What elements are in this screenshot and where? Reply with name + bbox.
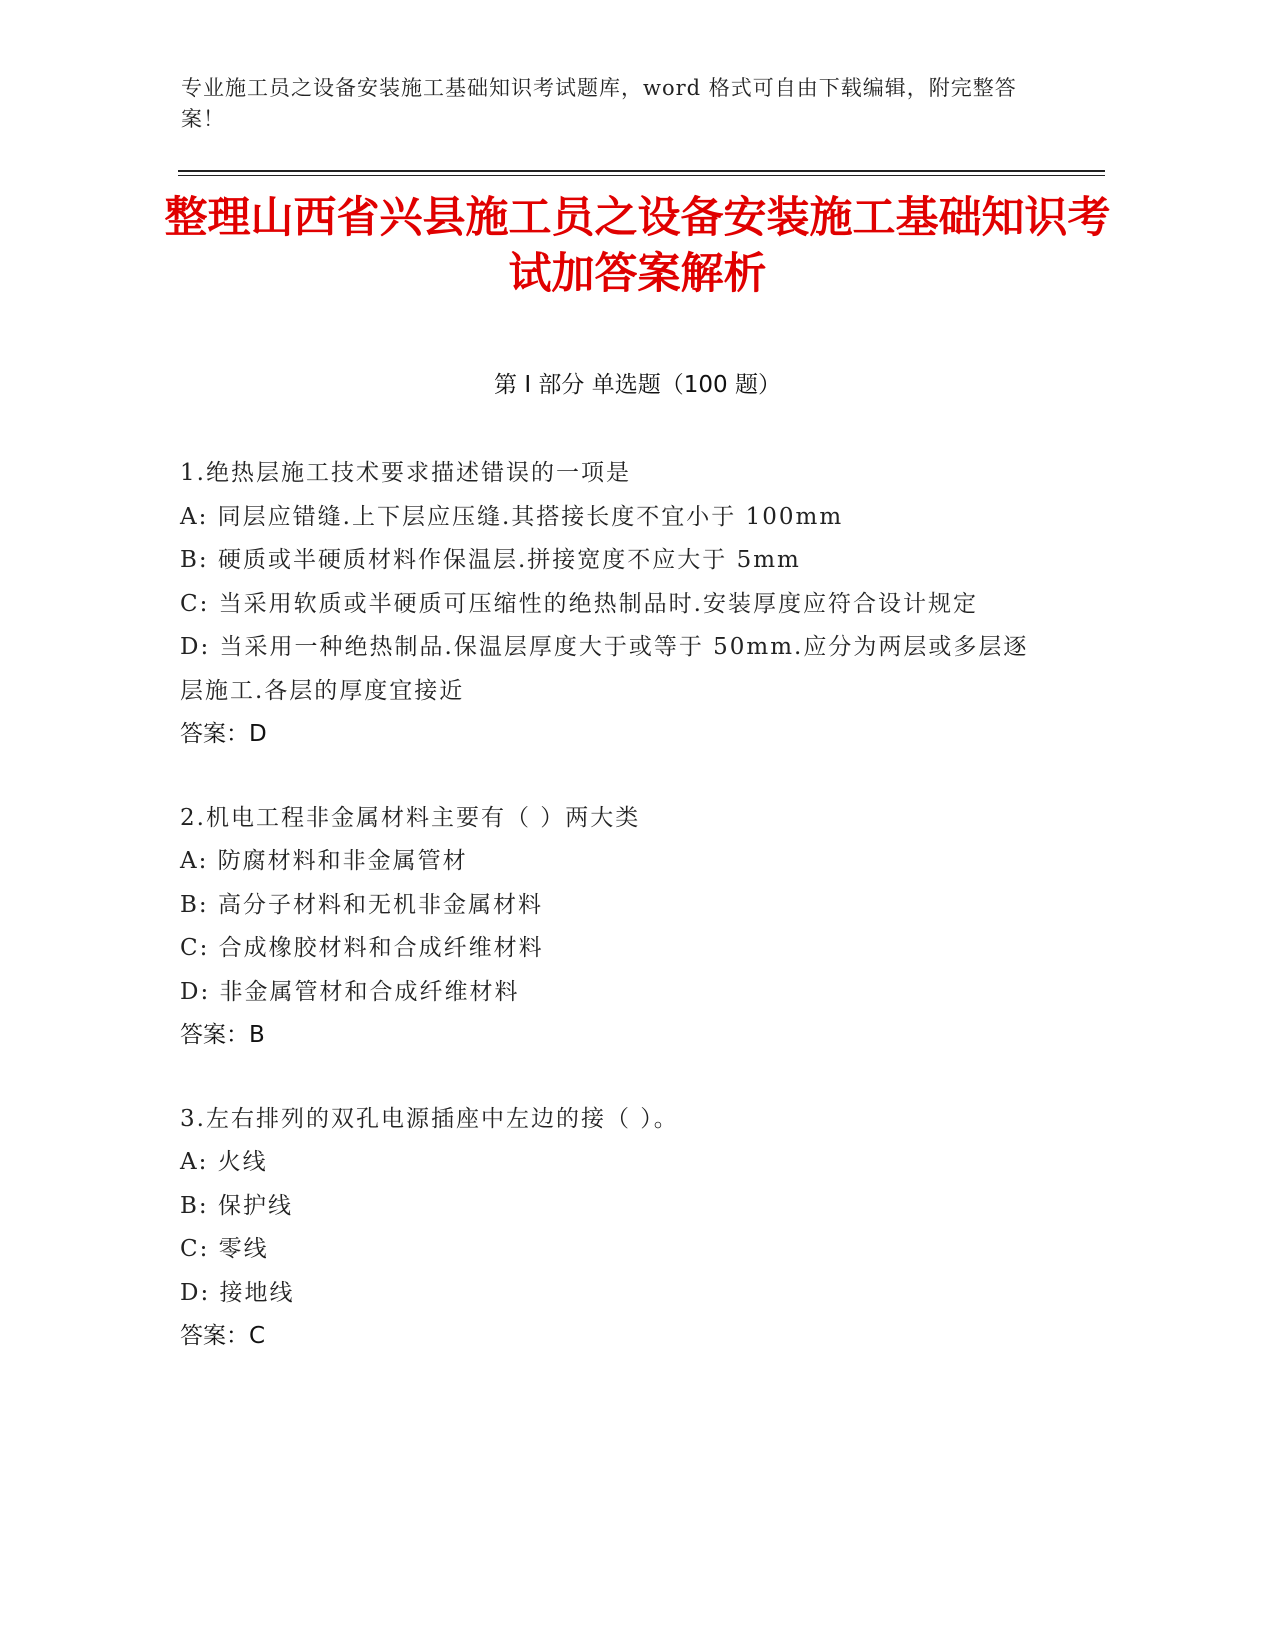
answer-value: B [249,1022,265,1048]
option-d [180,1272,1040,1316]
option-key: B: [180,547,209,573]
option-key: B: [180,1192,209,1219]
option-key: D: [180,634,211,660]
option-key: D: [180,978,211,1005]
option-text: 当采用一种绝热制品.保温层厚度大于或等于 50mm.应分为两层或多层逐层施工.各层的厚度宜接近 [180,634,1029,704]
answer-value: D [249,721,267,747]
option-text: 火线 [217,1149,268,1175]
option-b [180,884,1040,928]
option-b [180,539,1040,583]
option-text: 零线 [218,1236,269,1262]
option-text: 非金属管材和合成纤维材料 [219,978,520,1005]
option-text: 防腐材料和非金属管材 [217,848,468,874]
option-a [180,840,1040,884]
option-a [180,496,1040,540]
option-text: 同层应错缝.上下层应压缝.其搭接长度不宜小于 100mm [217,503,844,530]
header-note: 专业施工员之设备安装施工基础知识考试题库，word 格式可自由下载编辑，附完整答案！ [181,76,1017,131]
option-key: A: [180,1149,209,1175]
question-item [180,452,1040,757]
answer-line [180,1014,1040,1058]
option-text: 当采用软质或半硬质可压缩性的绝热制品时.安装厚度应符合设计规定 [218,590,978,617]
option-d [180,971,1040,1015]
answer-label: 答案： [180,1022,249,1048]
option-key: D: [180,1279,211,1306]
question-item [180,797,1040,1058]
option-text: 接地线 [219,1279,295,1306]
question-item [180,1098,1040,1359]
option-c [180,927,1040,971]
option-text: 保护线 [217,1192,293,1219]
option-key: B: [180,891,209,918]
question-stem: 2.机电工程非金属材料主要有（ ）两大类 [180,804,641,831]
option-text: 合成橡胶材料和合成纤维材料 [218,935,544,961]
option-b [180,1185,1040,1229]
option-key: C: [180,1236,210,1262]
option-c [180,1228,1040,1272]
section-heading: 第 I 部分 单选题（100 题） [494,372,781,398]
option-a [180,1141,1040,1185]
option-text: 硬质或半硬质材料作保温层.拼接宽度不应大于 5mm [217,547,801,573]
option-key: A: [180,503,209,530]
answer-label: 答案： [180,1323,249,1349]
question-stem: 3.左右排列的双孔电源插座中左边的接（ ）。 [180,1105,679,1132]
question-list [180,452,1040,1399]
option-key: C: [180,935,210,961]
question-stem: 1.绝热层施工技术要求描述错误的一项是 [180,460,631,486]
header-rule-thin [178,175,1105,176]
option-key: A: [180,848,209,874]
option-c [180,583,1040,627]
document-title: 整理山西省兴县施工员之设备安装施工基础知识考试加答案解析 [164,193,1111,299]
option-d [180,626,1040,713]
answer-value: C [249,1323,266,1349]
answer-line [180,713,1040,757]
header-rule-thick [178,170,1105,172]
option-key: C: [180,590,210,617]
answer-label: 答案： [180,721,249,747]
answer-line [180,1315,1040,1359]
option-text: 高分子材料和无机非金属材料 [217,891,543,918]
